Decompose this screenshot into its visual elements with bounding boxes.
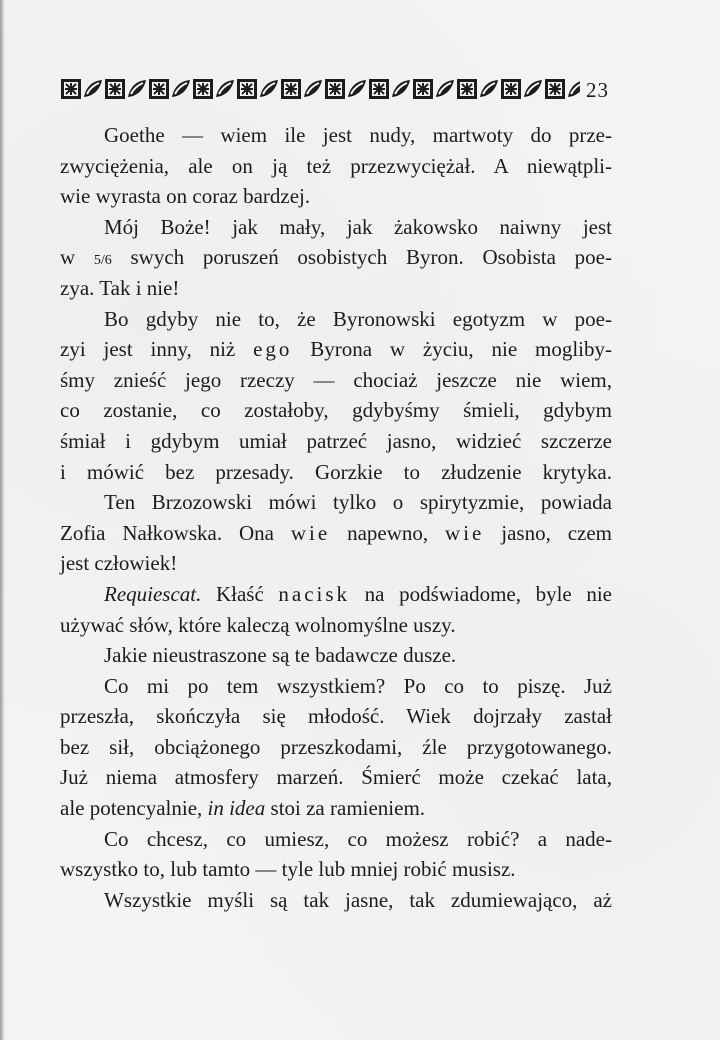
text-line: i mówić bez przesady. Gorzkie to złudzenie krytyka. <box>60 459 612 484</box>
text-fragment: zyi jest inny, niż <box>60 337 254 362</box>
text-line: jest człowiek! <box>60 551 178 576</box>
text-line: Bo gdyby nie to, że Byronowski egotyzm w poe- <box>104 306 612 331</box>
text-fragment: Kłaść <box>201 581 279 606</box>
text-line <box>60 334 612 365</box>
text-line: Już niema atmosfery marzeń. Śmierć może czekać lata, <box>60 765 612 790</box>
text-line: przeszła, skończyła się młodość. Wiek dojrzały zastał <box>60 704 612 729</box>
text-line: Mój Boże! jak mały, jak żakowsko naiwny jest <box>104 214 612 239</box>
text-line <box>60 793 612 824</box>
body-text <box>60 120 612 915</box>
emphasis-spaced: nacisk <box>278 581 351 606</box>
text-line: zwyciężenia, ale on ją też przezwyciężał. A niewątpli- <box>60 153 612 178</box>
text-fragment: na podświadome, byle nie <box>350 581 612 606</box>
page-header <box>60 75 620 105</box>
text-line: co zostanie, co zostałoby, gdybyśmy śmieli, gdybym <box>60 398 612 423</box>
text-line: śmiał i gdybym umiał patrzeć jasno, widzieć szczerze <box>60 428 612 453</box>
emphasis-spaced: wie <box>445 520 485 545</box>
text-line: wie wyrasta on coraz bardzej. <box>60 184 311 209</box>
text-fragment: ale potencyalnie, <box>60 796 208 821</box>
emphasis-spaced: ego <box>253 337 293 362</box>
emphasis-italic: Requiescat. <box>104 581 202 606</box>
text-fragment: Zofia Nałkowska. Ona <box>60 520 291 545</box>
text-fragment: jasno, czem <box>484 520 613 545</box>
text-line: Co mi po tem wszystkiem? Po co to piszę. Już <box>104 673 612 698</box>
ornamental-border-icon <box>60 77 580 101</box>
text-line: zya. Tak i nie! <box>60 275 180 300</box>
text-line <box>60 518 612 549</box>
text-line: używać słów, które kaleczą wolnomyślne uszy. <box>60 612 456 637</box>
text-line: Wszystkie myśli są tak jasne, tak zdumiewająco, aż <box>104 887 612 912</box>
emphasis-italic: in idea <box>207 796 266 821</box>
text-line: Goethe — wiem ile jest nudy, martwoty do prze- <box>104 123 612 147</box>
text-line <box>60 579 612 610</box>
text-fragment: w <box>60 245 94 270</box>
text-line <box>60 242 612 273</box>
fraction: 5/6 <box>93 253 112 269</box>
text-line: Jakie nieustraszone są te badawcze dusze. <box>104 643 457 668</box>
text-fragment: stoi za ramieniem. <box>265 796 426 821</box>
page-number: 23 <box>586 78 609 102</box>
text-fragment: swych poruszeń osobistych Byron. Osobista poe- <box>111 245 612 270</box>
text-fragment: napewno, <box>330 520 446 545</box>
text-line: śmy znieść jego rzeczy — chociaż jeszcze nie wiem, <box>60 367 612 392</box>
text-line: wszystko to, lub tamto — tyle lub mniej robić musisz. <box>60 857 516 882</box>
text-line: bez sił, obciążonego przeszkodami, źle przygotowanego. <box>60 734 612 759</box>
text-line: Ten Brzozowski mówi tylko o spirytyzmie, powiada <box>104 490 612 515</box>
page-edge-shadow <box>0 0 5 1040</box>
text-fragment: Byrona w życiu, nie mogliby- <box>292 337 612 362</box>
emphasis-spaced: wie <box>290 520 331 545</box>
text-line: Co chcesz, co umiesz, co możesz robić? a nade- <box>104 826 612 851</box>
